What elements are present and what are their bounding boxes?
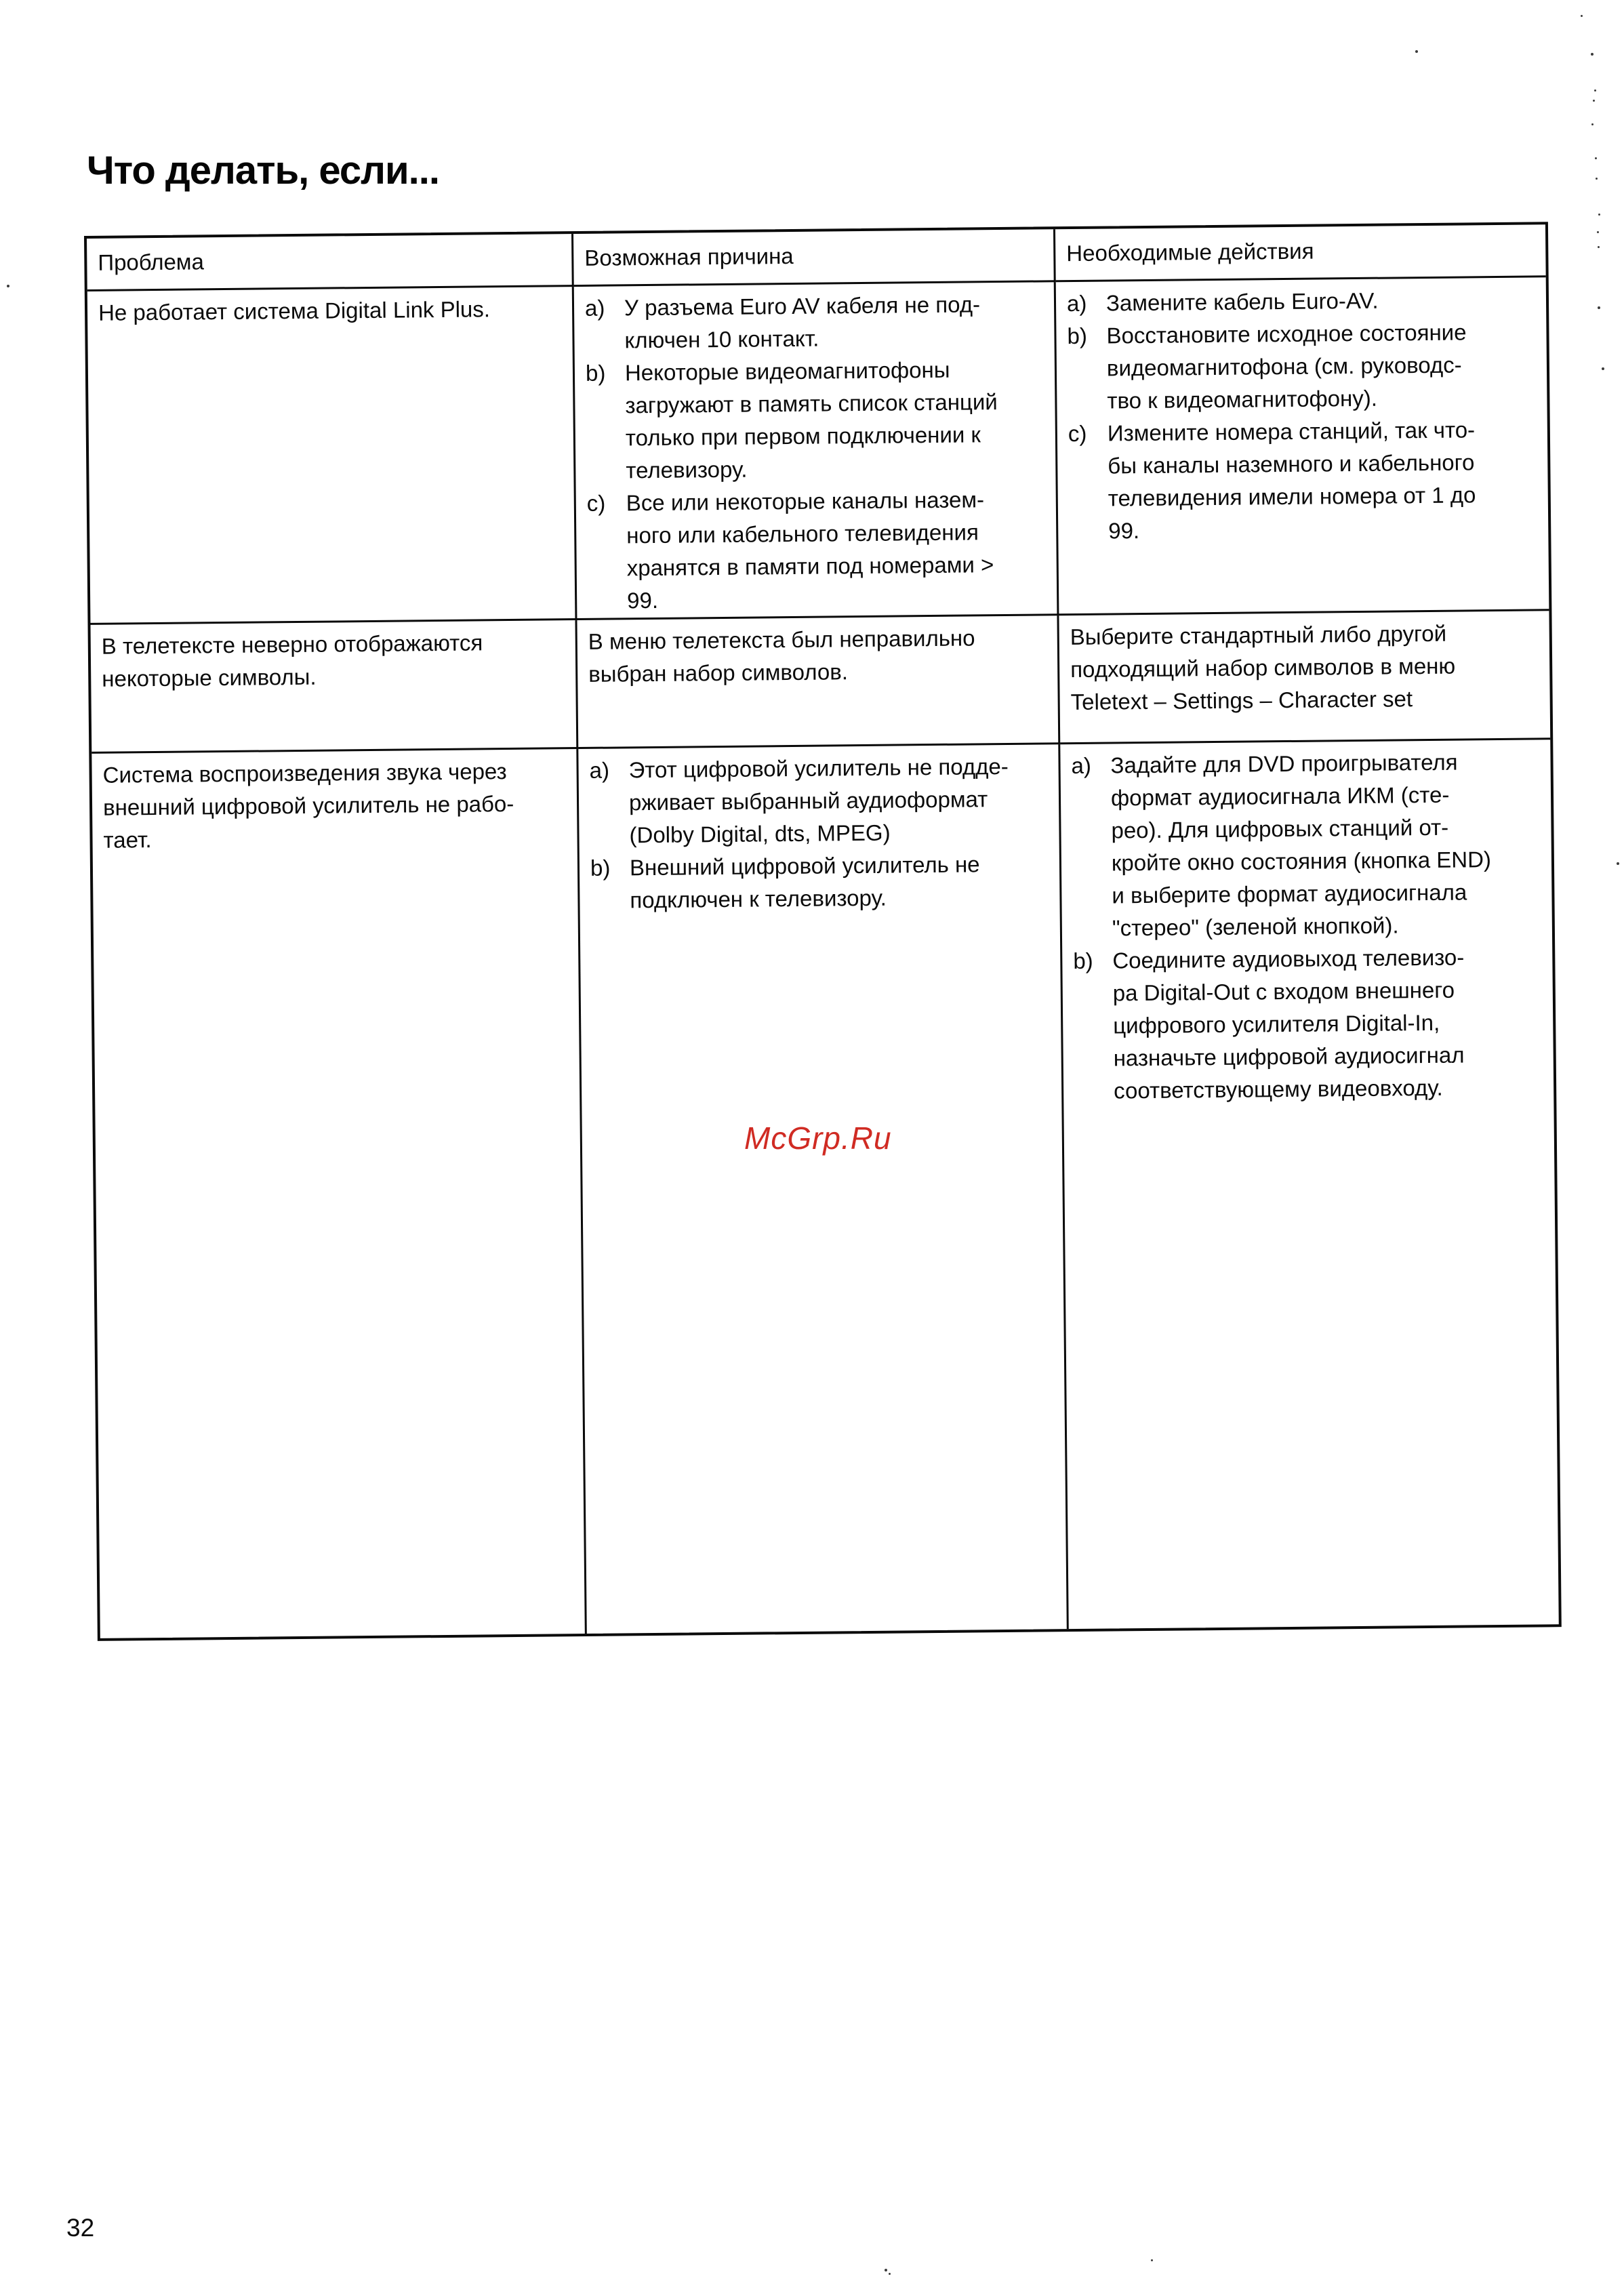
list-item-text: Все или некоторые каналы назем- ного или кабельного телевидения хранятся в памяти под номерами > 99. — [626, 487, 994, 613]
list-item-label: a) — [584, 295, 605, 321]
list-item — [586, 352, 1049, 487]
list-item-label: c) — [1068, 420, 1087, 447]
column-header-label: Необходимые действия — [1066, 238, 1314, 266]
scan-speck — [1593, 100, 1595, 102]
scan-speck — [1591, 53, 1593, 56]
scan-speck — [1594, 89, 1596, 92]
scan-speck — [7, 285, 9, 287]
list-item-text: Внешний цифровой усилитель не подключен к телевизору. — [629, 851, 980, 913]
scan-speck — [1151, 2259, 1153, 2261]
page-number: 32 — [66, 2214, 95, 2242]
list-item-text: Замените кабель Euro-AV. — [1105, 287, 1379, 316]
scan-speck — [1602, 367, 1604, 370]
list-item — [589, 750, 1052, 852]
action-text: Выберите стандартный либо другой подходящий набор символов в меню Teletext – Settings – Character set — [1070, 620, 1456, 715]
list-item — [1073, 940, 1547, 1108]
list-item — [1067, 283, 1539, 320]
cell-cause — [577, 615, 1060, 749]
scan-speck — [1581, 15, 1583, 17]
list-item-label: a) — [589, 757, 610, 783]
list-item-text: Измените номера станций, так что- бы каналы наземного и кабельного телевидения имели номера от 1 до 99. — [1107, 417, 1476, 544]
scan-speck — [1598, 214, 1600, 216]
list-item — [1067, 315, 1540, 418]
column-header-action — [1055, 224, 1546, 282]
list-item — [585, 287, 1048, 357]
list-item-label: c) — [586, 490, 606, 516]
scan-speck — [1617, 862, 1619, 865]
problem-text: В телетексте неверно отображаются некоторые символы. — [101, 630, 483, 691]
scan-speck — [889, 2273, 891, 2275]
cell-problem — [91, 620, 579, 754]
scan-speck — [1415, 50, 1418, 53]
list-item — [590, 847, 1053, 917]
cell-problem — [87, 287, 577, 625]
scan-speck — [1597, 231, 1599, 233]
troubleshooting-table — [84, 222, 1562, 1641]
list-item-label: a) — [1066, 290, 1087, 317]
problem-text: Система воспроизведения звука через внешний цифровой усилитель не рабо- тает. — [102, 759, 514, 853]
column-header-cause — [573, 229, 1056, 287]
cell-problem — [92, 749, 586, 1638]
scan-speck — [1598, 246, 1600, 248]
list-item-text: Этот цифровой усилитель не подде- рживает выбранный аудиоформат (Dolby Digital, dts, MPEG) — [628, 753, 1009, 848]
list-item — [587, 483, 1051, 618]
list-item-label: a) — [1071, 752, 1092, 779]
list-item-text: Некоторые видеомагнитофоны загружают в память список станций только при первом подключении к телевизору. — [624, 357, 998, 483]
list-item-label: b) — [585, 360, 606, 386]
cell-cause — [574, 282, 1059, 620]
scan-speck — [1595, 157, 1597, 159]
cell-action — [1060, 740, 1558, 1629]
column-header-label: Возможная причина — [584, 243, 794, 270]
list-item-label: b) — [1067, 323, 1088, 349]
watermark-text: McGrp.Ru — [744, 1120, 892, 1156]
scan-speck — [885, 2269, 887, 2271]
list-item-label: b) — [590, 855, 611, 881]
list-item-label: b) — [1073, 948, 1093, 974]
cause-text: В меню телетекста был неправильно выбран набор символов. — [588, 625, 975, 687]
list-item-text: Соедините аудиовыход телевизо- ра Digital-Out с входом внешнего цифрового усилителя Digital-In, назначьте цифровой аудиосигнал соответствующему видеовходу. — [1112, 944, 1465, 1104]
table-grid — [87, 224, 1559, 1638]
page-title: Что делать, если... — [87, 148, 439, 193]
list-item-text: У разъема Euro AV кабеля не под- ключен 10 контакт. — [624, 291, 981, 353]
cell-cause — [578, 744, 1068, 1634]
list-item-text: Задайте для DVD проигрывателя формат аудиосигнала ИКМ (сте- рео). Для цифровых станций от- кройте окно состояния (кнопка END) и выберите формат аудиосигнала "стерео" (зеленой кнопкой). — [1110, 749, 1492, 941]
list-item — [1068, 413, 1542, 548]
cell-action — [1056, 277, 1549, 615]
list-item — [1071, 745, 1545, 945]
column-header-label: Проблема — [98, 249, 205, 275]
problem-text: Не работает система Digital Link Plus. — [98, 296, 491, 325]
scan-speck — [1596, 178, 1598, 180]
column-header-problem — [87, 234, 574, 291]
cell-action — [1059, 611, 1550, 744]
list-item-text: Восстановите исходное состояние видеомагнитофона (см. руководс- тво к видеомагнитофону). — [1106, 319, 1467, 413]
scan-speck — [1591, 123, 1593, 125]
scan-speck — [1598, 306, 1600, 309]
